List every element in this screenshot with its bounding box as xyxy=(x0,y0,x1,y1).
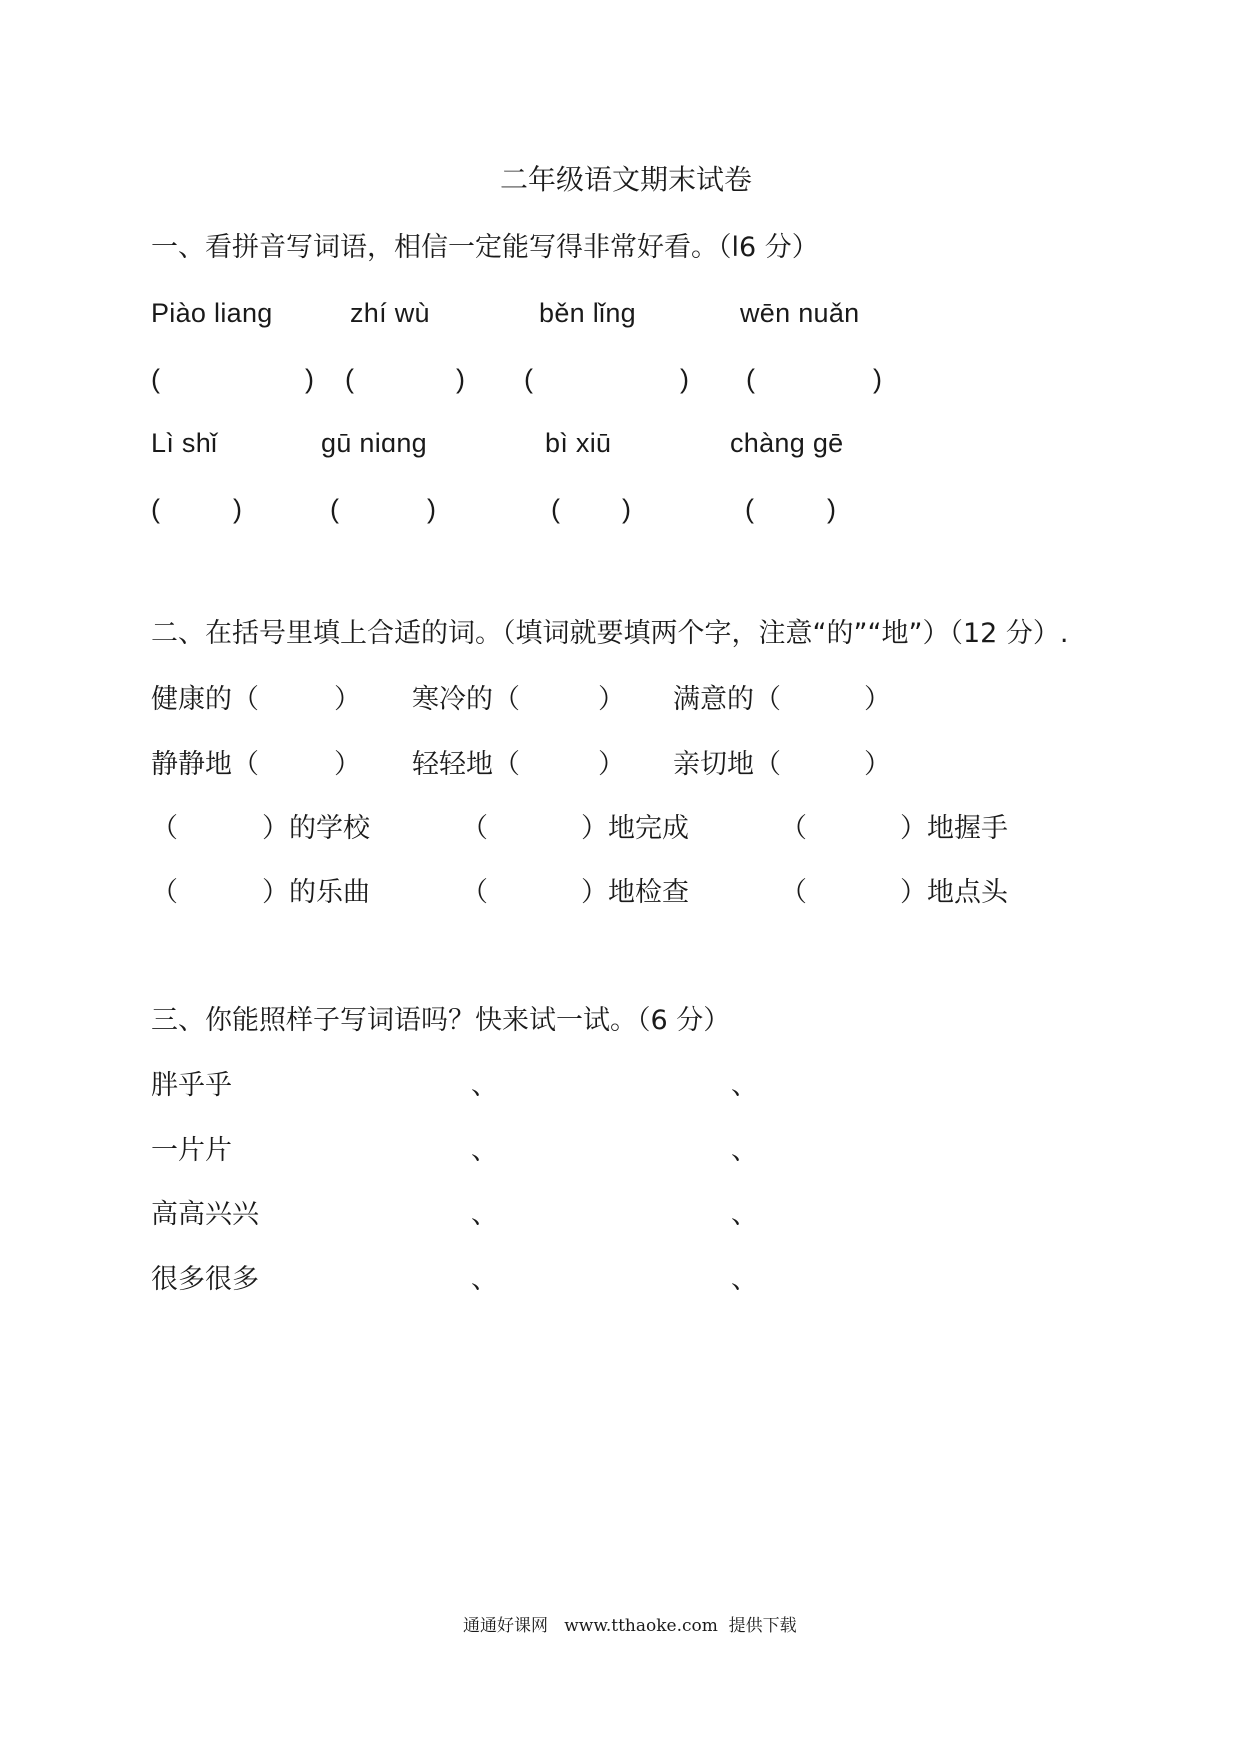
fill-word-suffix: ）地检查 xyxy=(581,877,689,908)
example-word: 胖乎乎 xyxy=(151,1070,232,1101)
separator-mark: 、 xyxy=(731,1199,758,1230)
fill-word-prefix: 静静地（ xyxy=(151,749,259,780)
answer-bracket-open: ( xyxy=(330,494,340,524)
fill-word-suffix: ）地完成 xyxy=(581,813,689,844)
separator-mark: 、 xyxy=(471,1264,498,1295)
fill-word-suffix: ） xyxy=(598,749,625,780)
fill-word-suffix: ） xyxy=(334,749,361,780)
fill-word-suffix: ）的学校 xyxy=(262,813,370,844)
fill-word-prefix: （ xyxy=(151,813,178,844)
answer-bracket-open: ( xyxy=(745,494,755,524)
pinyin-item: Lì shǐ xyxy=(151,428,218,458)
fill-word-prefix: 健康的（ xyxy=(151,684,259,715)
fill-word-prefix: （ xyxy=(780,877,807,908)
fill-word-suffix: ） xyxy=(334,684,361,715)
fill-word-prefix: 亲切地（ xyxy=(673,749,781,780)
pinyin-item: bì xiū xyxy=(545,428,612,458)
example-word: 很多很多 xyxy=(151,1264,259,1295)
answer-bracket-close: ) xyxy=(680,364,690,394)
fill-word-suffix: ） xyxy=(864,749,891,780)
fill-word-prefix: （ xyxy=(151,877,178,908)
answer-bracket-open: ( xyxy=(151,364,161,394)
pinyin-item: zhí wù xyxy=(350,298,430,328)
answer-bracket-open: ( xyxy=(151,494,161,524)
separator-mark: 、 xyxy=(731,1135,758,1166)
section2-heading: 二、在括号里填上合适的词。（填词就要填两个字，注意“的”“地”）（12 分）. xyxy=(151,618,1069,649)
fill-word-prefix: 轻轻地（ xyxy=(412,749,520,780)
fill-word-suffix: ）的乐曲 xyxy=(262,877,370,908)
answer-bracket-close: ) xyxy=(456,364,466,394)
fill-word-prefix: （ xyxy=(780,813,807,844)
page-title: 二年级语文期末试卷 xyxy=(500,163,753,196)
fill-word-prefix: （ xyxy=(461,877,488,908)
example-word: 一片片 xyxy=(151,1135,232,1166)
separator-mark: 、 xyxy=(471,1070,498,1101)
pinyin-item: chàng gē xyxy=(730,428,844,458)
answer-bracket-close: ) xyxy=(305,364,315,394)
pinyin-item: wēn nuǎn xyxy=(740,298,860,328)
separator-mark: 、 xyxy=(731,1264,758,1295)
section1-heading: 一、看拼音写词语，相信一定能写得非常好看。（l6 分） xyxy=(151,232,819,263)
fill-word-suffix: ）地握手 xyxy=(900,813,1008,844)
section3-heading: 三、你能照样子写词语吗？快来试一试。（6 分） xyxy=(151,1005,731,1036)
answer-bracket-close: ) xyxy=(873,364,883,394)
fill-word-suffix: ） xyxy=(864,684,891,715)
answer-bracket-open: ( xyxy=(524,364,534,394)
footer-credit: 通通好课网 www.tthaoke.com 提供下载 xyxy=(463,1616,797,1636)
pinyin-item: Piào liang xyxy=(151,298,273,328)
example-word: 高高兴兴 xyxy=(151,1199,259,1230)
fill-word-prefix: （ xyxy=(461,813,488,844)
fill-word-prefix: 满意的（ xyxy=(673,684,781,715)
separator-mark: 、 xyxy=(731,1070,758,1101)
answer-bracket-close: ) xyxy=(827,494,837,524)
pinyin-item: běn lǐng xyxy=(539,298,636,328)
answer-bracket-close: ) xyxy=(622,494,632,524)
separator-mark: 、 xyxy=(471,1135,498,1166)
pinyin-item: gū niɑng xyxy=(321,428,427,458)
fill-word-suffix: ） xyxy=(598,684,625,715)
answer-bracket-open: ( xyxy=(345,364,355,394)
answer-bracket-close: ) xyxy=(427,494,437,524)
separator-mark: 、 xyxy=(471,1199,498,1230)
answer-bracket-open: ( xyxy=(746,364,756,394)
fill-word-suffix: ）地点头 xyxy=(900,877,1008,908)
answer-bracket-open: ( xyxy=(551,494,561,524)
fill-word-prefix: 寒冷的（ xyxy=(412,684,520,715)
answer-bracket-close: ) xyxy=(233,494,243,524)
